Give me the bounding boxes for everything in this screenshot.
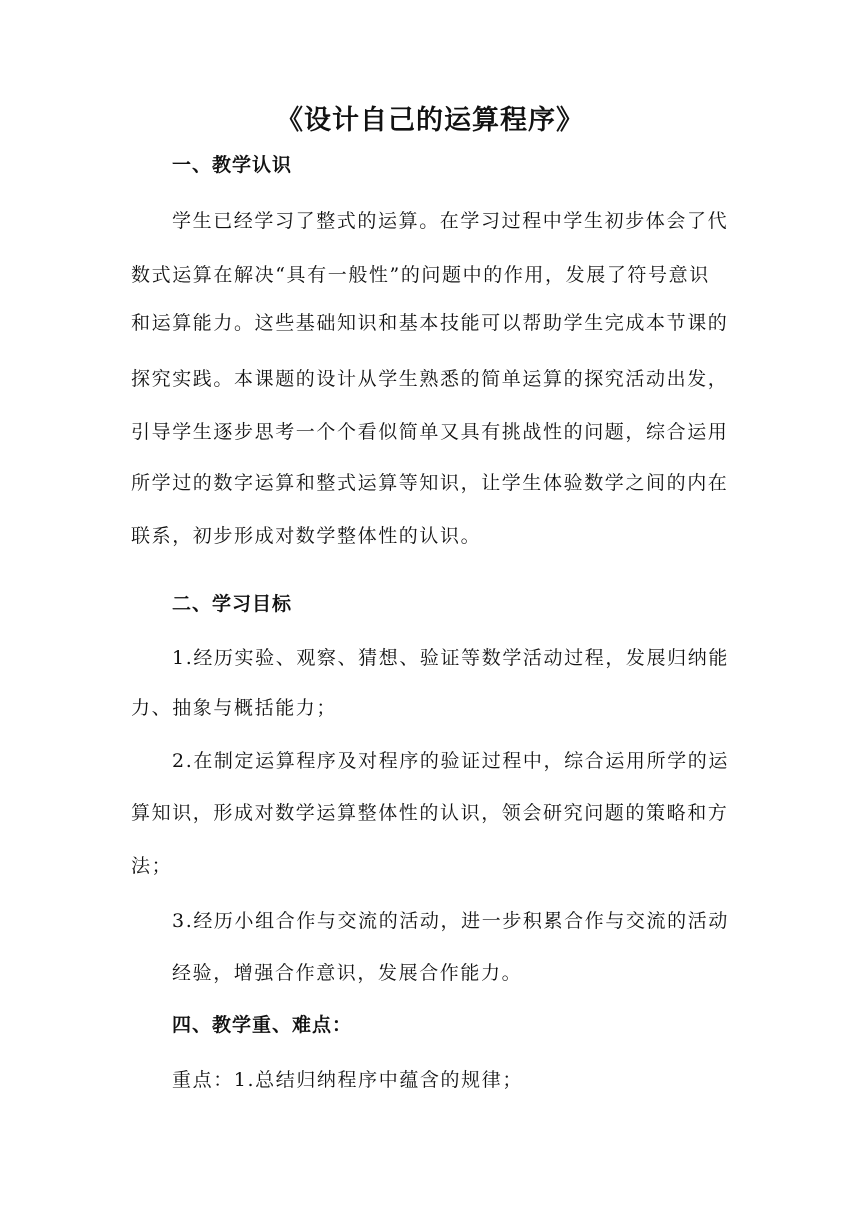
goal-2-line: 法； — [131, 855, 173, 877]
goal-2-line: 2.在制定运算程序及对程序的验证过程中，综合运用所学的运 — [172, 750, 729, 772]
paragraph-line: 引导学生逐步思考一个个看似简单又具有挑战性的问题，综合运用 — [131, 421, 729, 443]
paragraph-line: 联系，初步形成对数学整体性的认识。 — [131, 525, 482, 547]
section-heading-key-difficult-points: 四、教学重、难点： — [172, 1014, 353, 1036]
goal-1-line: 1.经历实验、观察、猜想、验证等数学活动过程，发展归纳能 — [172, 647, 729, 669]
paragraph-line: 学生已经学习了整式的运算。在学习过程中学生初步体会了代 — [172, 210, 729, 232]
section-heading-teaching-understanding: 一、教学认识 — [172, 154, 293, 176]
goal-3-line: 3.经历小组合作与交流的活动，进一步积累合作与交流的活动 — [172, 910, 729, 932]
paragraph-line: 和运算能力。这些基础知识和基本技能可以帮助学生完成本节课的 — [131, 312, 729, 334]
document-title: 《设计自己的运算程序》 — [276, 105, 584, 136]
goal-2-line: 算知识，形成对数学运算整体性的认识，领会研究问题的策略和方 — [131, 802, 729, 824]
goal-3-line: 经验，增强合作意识，发展合作能力。 — [172, 962, 523, 984]
paragraph-line: 探究实践。本课题的设计从学生熟悉的简单运算的探究活动出发， — [131, 368, 729, 390]
paragraph-line: 数式运算在解决“具有一般性”的问题中的作用，发展了符号意识 — [131, 264, 710, 286]
key-point-line: 重点：1.总结归纳程序中蕴含的规律； — [172, 1069, 523, 1091]
goal-1-line: 力、抽象与概括能力； — [131, 697, 338, 719]
section-heading-learning-goals: 二、学习目标 — [172, 593, 293, 615]
paragraph-line: 所学过的数字运算和整式运算等知识，让学生体验数学之间的内在 — [131, 472, 729, 494]
